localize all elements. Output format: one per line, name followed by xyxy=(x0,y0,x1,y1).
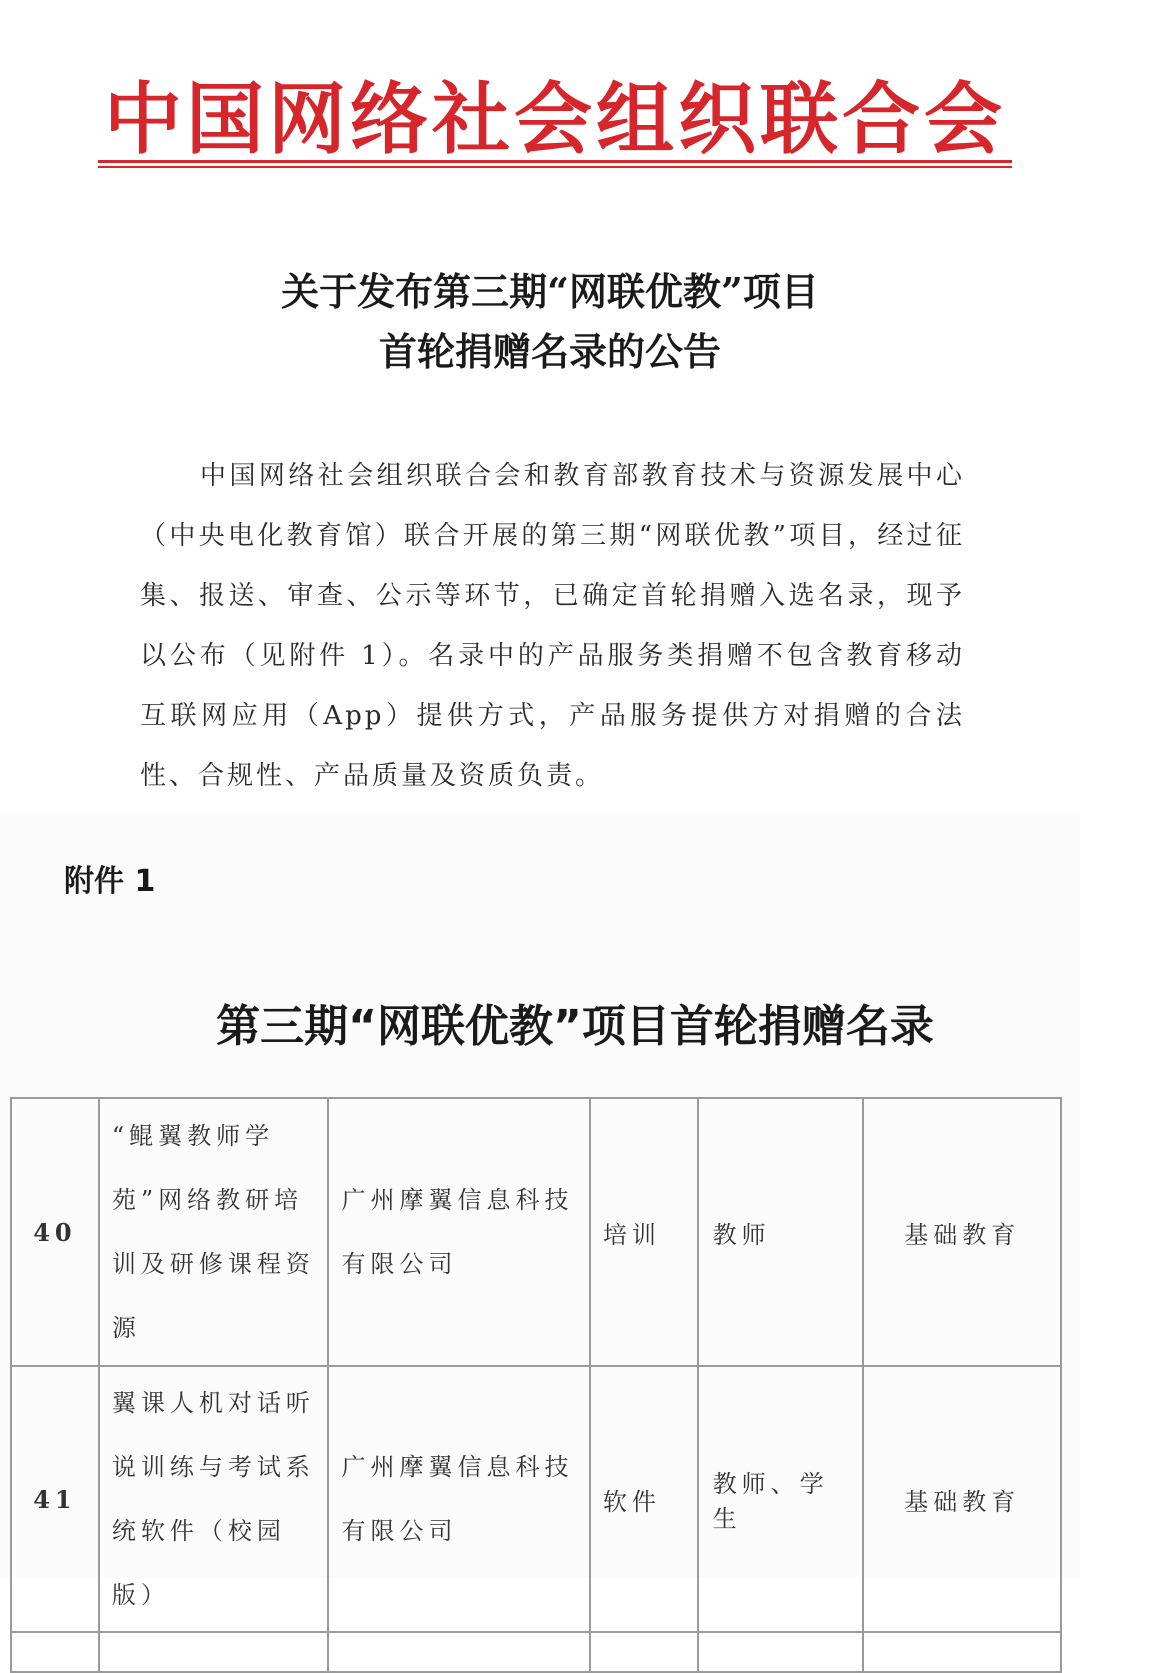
donation-type: 培训 xyxy=(590,1098,698,1366)
table-cell xyxy=(698,1632,864,1672)
notice-title-line-2: 首轮捐赠名录的公告 xyxy=(378,329,721,374)
table-row xyxy=(11,1098,1061,1366)
table-cell xyxy=(590,1632,698,1672)
donation-type: 软件 xyxy=(590,1366,698,1632)
attachment-label: 附件 1 xyxy=(64,864,156,899)
target-audience: 教师、学生 xyxy=(698,1366,864,1632)
table-cell xyxy=(863,1632,1061,1672)
row-number: 40 xyxy=(11,1098,99,1366)
letterhead-rule-thin xyxy=(98,166,1012,168)
letterhead xyxy=(0,72,1080,168)
donation-table xyxy=(10,1097,1062,1673)
provider-name: 广州摩翼信息科技有限公司 xyxy=(328,1366,589,1632)
organization-name: 中国网络社会组织联合会 xyxy=(103,74,1006,165)
notice-title-line-1: 关于发布第三期“网联优教”项目 xyxy=(281,269,819,314)
notice-title xyxy=(0,262,1100,382)
table-row-partial xyxy=(11,1632,1061,1672)
product-name: 翼课人机对话听说训练与考试系统软件（校园版） xyxy=(99,1366,329,1632)
education-stage: 基础教育 xyxy=(863,1098,1061,1366)
list-title: 第三期“网联优教”项目首轮捐赠名录 xyxy=(216,1001,934,1052)
notice-body: 中国网络社会组织联合会和教育部教育技术与资源发展中心（中央电化教育馆）联合开展的第三期“网联优教”项目，经过征集、报送、审查、公示等环节，已确定首轮捐赠入选名录，现予以公布（见附件 1）。名录中的产品服务类捐赠不包含教育移动互联网应用（App）提供方式，产品服务提供方对捐赠的合法性、合规性、产品质量及资质负责。 xyxy=(140,461,965,791)
education-stage: 基础教育 xyxy=(863,1366,1061,1632)
table-cell xyxy=(11,1632,99,1672)
product-name: “鲲翼教师学苑”网络教研培训及研修课程资源 xyxy=(99,1098,329,1366)
provider-name: 广州摩翼信息科技有限公司 xyxy=(328,1098,589,1366)
row-number: 41 xyxy=(11,1366,99,1632)
target-audience: 教师 xyxy=(698,1098,864,1366)
letterhead-rule xyxy=(98,160,1012,163)
table-cell xyxy=(99,1632,329,1672)
table-row xyxy=(11,1366,1061,1632)
table-cell xyxy=(328,1632,589,1672)
